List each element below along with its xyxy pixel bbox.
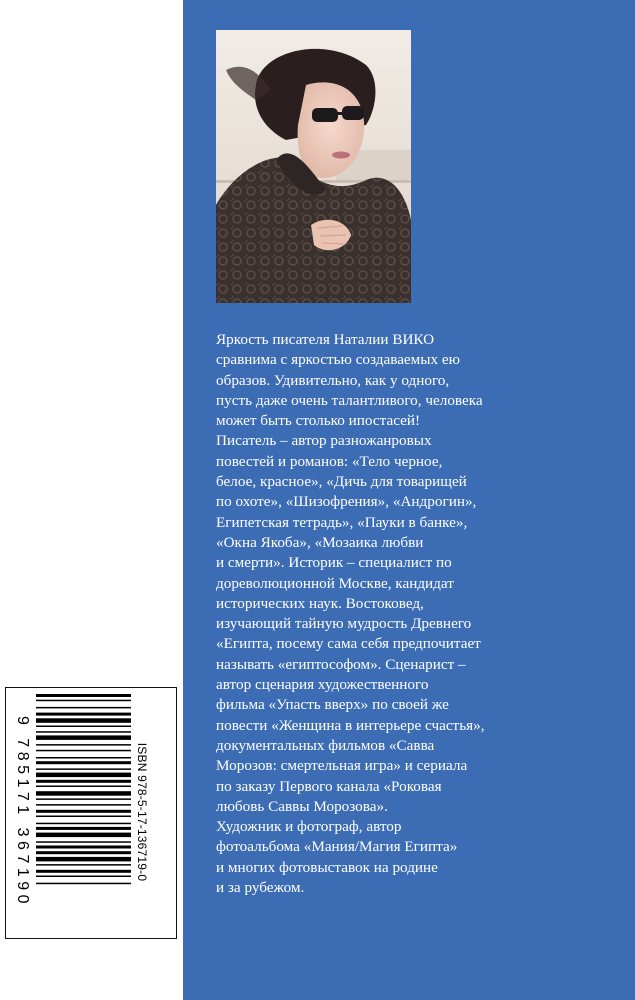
description-line: Писатель – автор разножанровых (216, 432, 432, 450)
description-line: Яркость писателя Наталии ВИКО (216, 331, 435, 348)
author-photo (216, 30, 411, 303)
description-line: пусть даже очень талантливого, человека (216, 391, 483, 409)
description-line: любовь Саввы Морозова». (216, 797, 388, 815)
description-line: автор сценария художественного (216, 676, 429, 694)
description-line: белое, красное», «Дичь для товарищей (216, 473, 467, 491)
description-line: по охоте», «Шизофрения», «Андрогин», (216, 493, 477, 511)
author-description (216, 330, 626, 898)
description-line: сравнима с яркостью создаваемых ею (216, 351, 460, 369)
description-line: и за рубежом. (216, 879, 305, 897)
description-line: фотоальбома «Мания/Магия Египта» (216, 838, 458, 856)
description-line: повести «Женщина в интерьере счастья», (216, 716, 485, 734)
barcode-bars-icon (36, 694, 131, 930)
description-line: Египетская тетрадь», «Пауки в банке», (216, 513, 468, 531)
barcode-digits: 9 785171 367190 (14, 715, 31, 909)
description-line: дореволюционной Москве, кандидат (216, 574, 454, 592)
description-line: документальных фильмов «Савва (216, 736, 435, 754)
description-line: образов. Удивительно, как у одного, (216, 371, 450, 389)
description-line: и многих фотовыставок на родине (216, 858, 438, 876)
author-portrait-icon (216, 30, 411, 303)
description-line: по заказу Первого канала «Роковая (216, 777, 442, 795)
isbn-label: ISBN 978-5-17-136719-0 (135, 742, 149, 882)
description-line: называть «египтософом». Сценарист – (216, 655, 466, 673)
description-line: Морозов: смертельная игра» и сериала (216, 757, 468, 775)
description-line: повестей и романов: «Тело черное, (216, 452, 443, 470)
description-line: исторических наук. Востоковед, (216, 594, 424, 612)
description-line: фильма «Упасть вверх» по своей же (216, 696, 449, 714)
description-line: «Египта, посему сама себя предпочитает (216, 635, 481, 653)
description-line: изучающий тайную мудрость Древнего (216, 615, 472, 633)
description-line: может быть столько ипостасей! (216, 412, 421, 430)
description-line: и смерти». Историк – специалист по (216, 554, 452, 572)
description-line: Художник и фотограф, автор (216, 818, 402, 836)
description-line: «Окна Якоба», «Мозаика любви (216, 533, 424, 551)
